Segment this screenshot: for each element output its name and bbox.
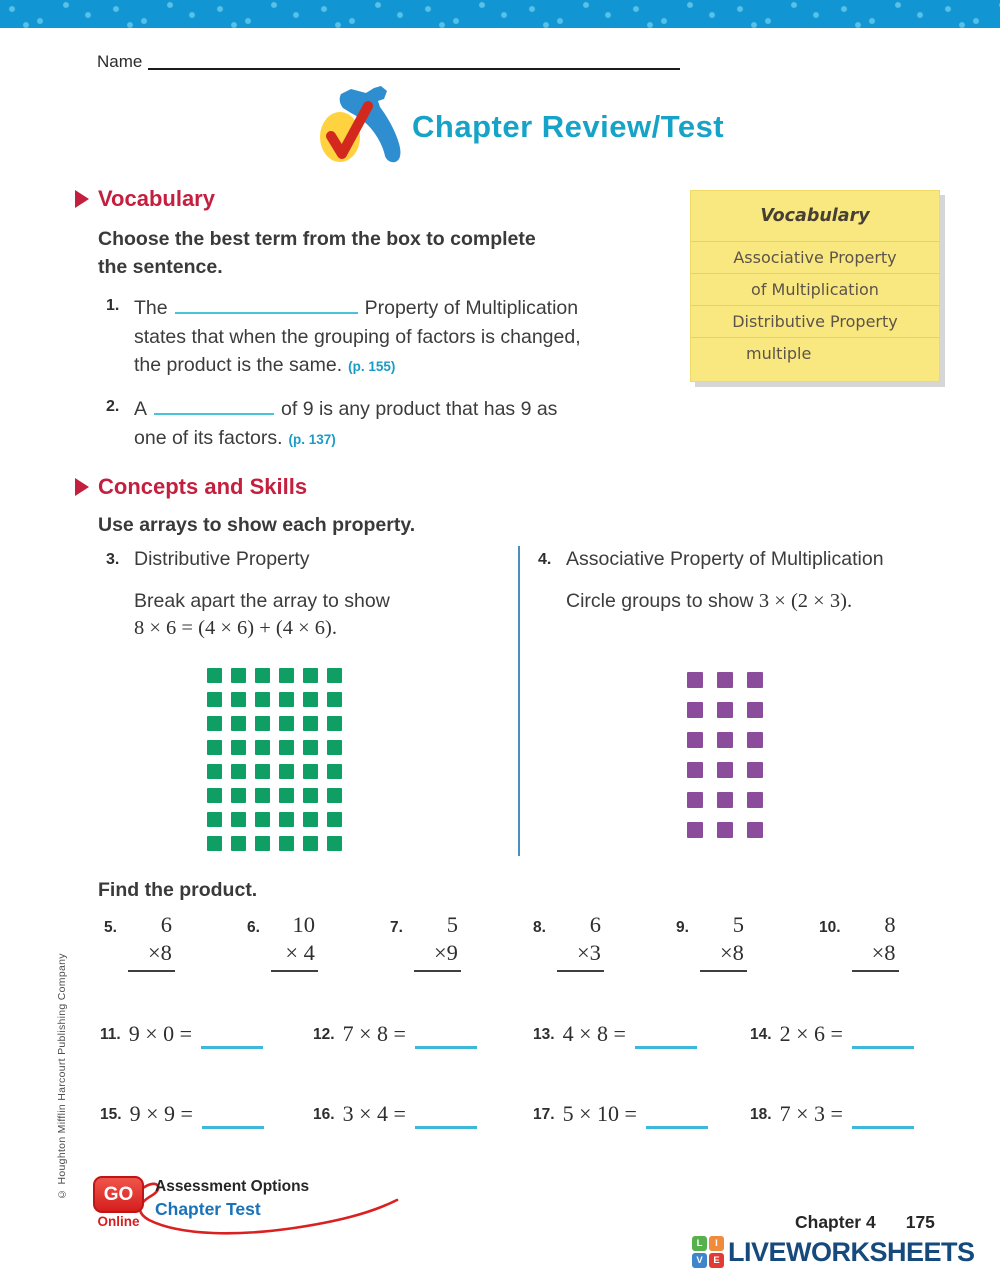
question-4 bbox=[538, 548, 968, 613]
liveworksheets-logo[interactable] bbox=[692, 1236, 975, 1268]
liveworksheets-tiles-icon: L I V E bbox=[692, 1236, 724, 1268]
problem-18: 18. 7 × 3 = bbox=[750, 1102, 960, 1126]
vocab-term: Distributive Property bbox=[691, 306, 939, 338]
problem-10: 10. 8 ×8 bbox=[819, 912, 899, 972]
vertical-problems-row bbox=[104, 912, 899, 972]
chapter-test-label: Chapter Test bbox=[155, 1199, 261, 1219]
question-1-page-ref: (p. 155) bbox=[348, 359, 396, 374]
problem-14: 14. 2 × 6 = bbox=[750, 1022, 960, 1046]
question-4-number: 4. bbox=[538, 551, 552, 568]
problem-17-answer-blank[interactable] bbox=[646, 1122, 708, 1129]
problem-5: 5. 6 ×8 bbox=[104, 912, 247, 972]
vocab-term: multiple bbox=[746, 344, 812, 363]
question-2-answer-blank[interactable] bbox=[154, 396, 274, 415]
go-online-label: Online bbox=[97, 1214, 140, 1229]
chapter-page-footer bbox=[795, 1212, 935, 1233]
problem-12: 12. 7 × 8 = bbox=[313, 1022, 533, 1046]
decorative-dotted-banner bbox=[0, 0, 1000, 28]
red-checkmark-icon bbox=[322, 100, 376, 164]
question-2 bbox=[106, 395, 676, 454]
question-4-title: Associative Property of Multiplication bbox=[566, 548, 884, 570]
problem-13: 13. 4 × 8 = bbox=[533, 1022, 750, 1046]
copyright-vertical-text: © Houghton Mifflin Harcourt Publishing Company bbox=[56, 953, 68, 1200]
page-title: Chapter Review/Test bbox=[412, 109, 725, 144]
question-4-expression: 3 × (2 × 3). bbox=[758, 590, 853, 612]
question-3-title: Distributive Property bbox=[134, 548, 310, 570]
go-online-assessment-logo bbox=[93, 1176, 393, 1240]
question-1 bbox=[106, 294, 676, 382]
problem-15-answer-blank[interactable] bbox=[202, 1122, 264, 1129]
triangle-bullet-icon bbox=[75, 190, 89, 208]
vocab-instructions: Choose the best term from the box to complete the sentence. bbox=[98, 228, 536, 278]
liveworksheets-brand-text: LIVEWORKSHEETS bbox=[728, 1236, 975, 1267]
question-1-text: The Property of Multiplication states that when the grouping of factors is changed, the product is the same. (p. 155) bbox=[134, 297, 581, 376]
problem-8: 8. 6 ×3 bbox=[533, 912, 676, 972]
concepts-instructions: Use arrays to show each property. bbox=[98, 514, 416, 536]
problem-8-answer-line[interactable]: ×3 bbox=[557, 940, 604, 972]
question-4-line1: Circle groups to show 3 × (2 × 3). bbox=[566, 590, 853, 612]
problem-7-answer-line[interactable]: ×9 bbox=[414, 940, 461, 972]
assessment-options-label: Assessment Options bbox=[155, 1178, 310, 1195]
chapter-header bbox=[320, 84, 724, 164]
question-3-number: 3. bbox=[106, 551, 120, 568]
problem-11: 11. 9 × 0 = bbox=[100, 1022, 313, 1046]
question-2-text: A of 9 is any product that has 9 as one of its factors. (p. 137) bbox=[134, 398, 558, 449]
problem-9-answer-line[interactable]: ×8 bbox=[700, 940, 747, 972]
problem-7: 7. 5 ×9 bbox=[390, 912, 533, 972]
problem-13-answer-blank[interactable] bbox=[635, 1042, 697, 1049]
problem-6-answer-line[interactable]: × 4 bbox=[271, 940, 318, 972]
problem-17: 17. 5 × 10 = bbox=[533, 1102, 750, 1126]
question-1-answer-blank[interactable] bbox=[175, 295, 358, 314]
horizontal-problems-row-1 bbox=[100, 1022, 960, 1046]
problem-5-answer-line[interactable]: ×8 bbox=[128, 940, 175, 972]
question-2-number: 2. bbox=[106, 398, 120, 415]
horizontal-problems-row-2 bbox=[100, 1102, 960, 1126]
concepts-section-title: Concepts and Skills bbox=[98, 474, 308, 499]
problem-11-answer-blank[interactable] bbox=[201, 1042, 263, 1049]
name-row bbox=[97, 52, 680, 72]
vocab-term: of Multiplication bbox=[691, 274, 939, 306]
purple-array-3x6[interactable] bbox=[687, 672, 763, 838]
problem-12-answer-blank[interactable] bbox=[415, 1042, 477, 1049]
problem-16-answer-blank[interactable] bbox=[415, 1122, 477, 1129]
page-number: 175 bbox=[905, 1212, 935, 1232]
problem-15: 15. 9 × 9 = bbox=[100, 1102, 313, 1126]
problem-16: 16. 3 × 4 = bbox=[313, 1102, 533, 1126]
problem-10-answer-line[interactable]: ×8 bbox=[852, 940, 899, 972]
vocabulary-section-title: Vocabulary bbox=[98, 186, 215, 211]
problem-9: 9. 5 ×8 bbox=[676, 912, 819, 972]
question-3 bbox=[106, 548, 506, 640]
question-1-number: 1. bbox=[106, 297, 120, 314]
problem-14-answer-blank[interactable] bbox=[852, 1042, 914, 1049]
go-badge[interactable]: GO bbox=[93, 1176, 144, 1213]
problem-18-answer-blank[interactable] bbox=[852, 1122, 914, 1129]
vocab-term: Associative Property bbox=[691, 242, 939, 274]
triangle-bullet-icon bbox=[75, 478, 89, 496]
vocabulary-section-header bbox=[75, 186, 215, 212]
florida-check-logo bbox=[320, 84, 406, 164]
chapter-label: Chapter 4 bbox=[795, 1212, 876, 1232]
question-3-equation: 8 × 6 = (4 × 6) + (4 × 6). bbox=[134, 617, 337, 639]
name-input-line[interactable] bbox=[148, 67, 680, 70]
problem-6: 6. 10 × 4 bbox=[247, 912, 390, 972]
green-array-6x8[interactable] bbox=[207, 668, 342, 851]
column-divider bbox=[518, 546, 520, 856]
question-2-page-ref: (p. 137) bbox=[288, 431, 336, 447]
concepts-section-header bbox=[75, 474, 307, 500]
question-3-line1: Break apart the array to show bbox=[134, 590, 390, 612]
vocab-box-title: Vocabulary bbox=[691, 191, 939, 242]
name-label: Name bbox=[97, 52, 143, 71]
vocabulary-term-box bbox=[690, 190, 940, 382]
find-product-heading: Find the product. bbox=[98, 879, 258, 901]
